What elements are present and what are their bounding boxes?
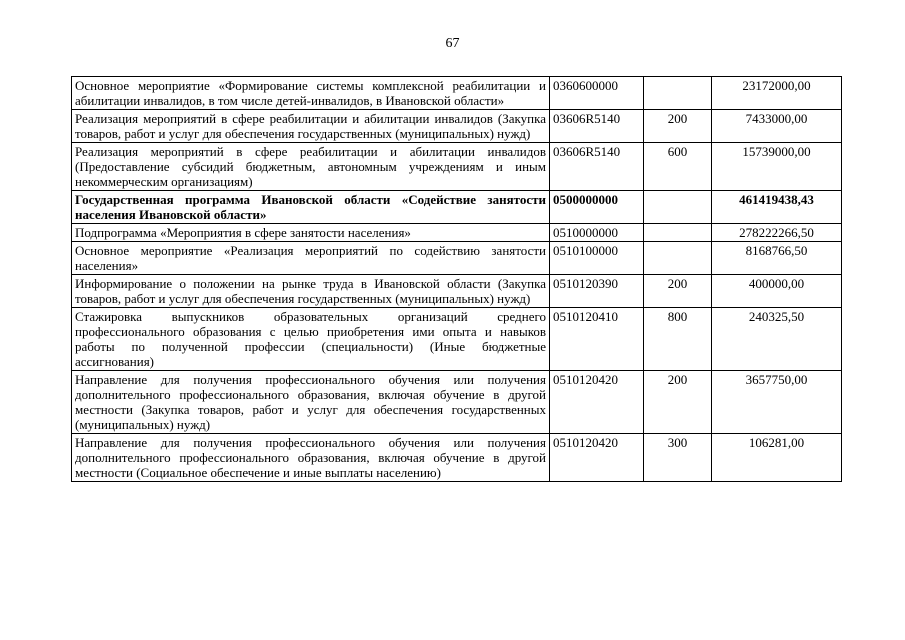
row-name-cell: Подпрограмма «Мероприятия в сфере занятости населения»	[72, 224, 550, 242]
table-row	[72, 275, 842, 308]
row-name-cell: Государственная программа Ивановской области «Содействие занятости населения Ивановской области»	[72, 191, 550, 224]
table-row	[72, 110, 842, 143]
row-sum-cell: 23172000,00	[712, 77, 842, 110]
row-sum-cell: 15739000,00	[712, 143, 842, 191]
row-expense-type-cell	[644, 242, 712, 275]
row-name-cell: Информирование о положении на рынке труда в Ивановской области (Закупка товаров, работ и услуг для обеспечения государственных (муниципальных) нужд)	[72, 275, 550, 308]
row-sum-cell: 7433000,00	[712, 110, 842, 143]
row-code-cell: 03606R5140	[550, 110, 644, 143]
row-sum-cell: 8168766,50	[712, 242, 842, 275]
row-name-cell: Направление для получения профессионального обучения или получения дополнительного профессионального образования, включая обучение в другой местности (Социальное обеспечение и иные выплаты населению)	[72, 434, 550, 482]
row-code-cell: 0500000000	[550, 191, 644, 224]
row-code-cell: 0510120420	[550, 371, 644, 434]
row-name-cell: Реализация мероприятий в сфере реабилитации и абилитации инвалидов (Предоставление субсидий бюджетным, автономным учреждениям и иным некоммерческим организациям)	[72, 143, 550, 191]
table-row	[72, 143, 842, 191]
row-name-cell: Основное мероприятие «Формирование системы комплексной реабилитации и абилитации инвалидов, в том числе детей-инвалидов, в Ивановской области»	[72, 77, 550, 110]
budget-table-body	[72, 77, 842, 482]
row-code-cell: 0360600000	[550, 77, 644, 110]
table-row	[72, 77, 842, 110]
row-name-cell: Стажировка выпускников образовательных организаций среднего профессионального образования с целью приобретения ими опыта и навыков работы по полученной профессии (специальности) (Иные бюджетные ассигнования)	[72, 308, 550, 371]
row-sum-cell: 400000,00	[712, 275, 842, 308]
row-expense-type-cell	[644, 224, 712, 242]
row-expense-type-cell: 200	[644, 110, 712, 143]
row-code-cell: 0510000000	[550, 224, 644, 242]
table-row	[72, 434, 842, 482]
budget-table	[71, 76, 842, 482]
row-code-cell: 03606R5140	[550, 143, 644, 191]
row-expense-type-cell: 800	[644, 308, 712, 371]
table-row	[72, 308, 842, 371]
row-name-cell: Реализация мероприятий в сфере реабилитации и абилитации инвалидов (Закупка товаров, работ и услуг для обеспечения государственных (муниципальных) нужд)	[72, 110, 550, 143]
row-code-cell: 0510120410	[550, 308, 644, 371]
table-row	[72, 191, 842, 224]
row-name-cell: Направление для получения профессионального обучения или получения дополнительного профессионального образования, включая обучение в другой местности (Закупка товаров, работ и услуг для обеспечения государственных (муниципальных) нужд)	[72, 371, 550, 434]
table-row	[72, 224, 842, 242]
row-expense-type-cell: 300	[644, 434, 712, 482]
row-sum-cell: 278222266,50	[712, 224, 842, 242]
row-code-cell: 0510120390	[550, 275, 644, 308]
table-row	[72, 371, 842, 434]
page-number: 67	[445, 36, 460, 51]
row-sum-cell: 240325,50	[712, 308, 842, 371]
row-expense-type-cell: 200	[644, 371, 712, 434]
row-expense-type-cell	[644, 191, 712, 224]
row-code-cell: 0510100000	[550, 242, 644, 275]
row-sum-cell: 106281,00	[712, 434, 842, 482]
row-name-cell: Основное мероприятие «Реализация мероприятий по содействию занятости населения»	[72, 242, 550, 275]
row-code-cell: 0510120420	[550, 434, 644, 482]
row-sum-cell: 3657750,00	[712, 371, 842, 434]
row-expense-type-cell	[644, 77, 712, 110]
row-expense-type-cell: 600	[644, 143, 712, 191]
row-expense-type-cell: 200	[644, 275, 712, 308]
row-sum-cell: 461419438,43	[712, 191, 842, 224]
table-row	[72, 242, 842, 275]
